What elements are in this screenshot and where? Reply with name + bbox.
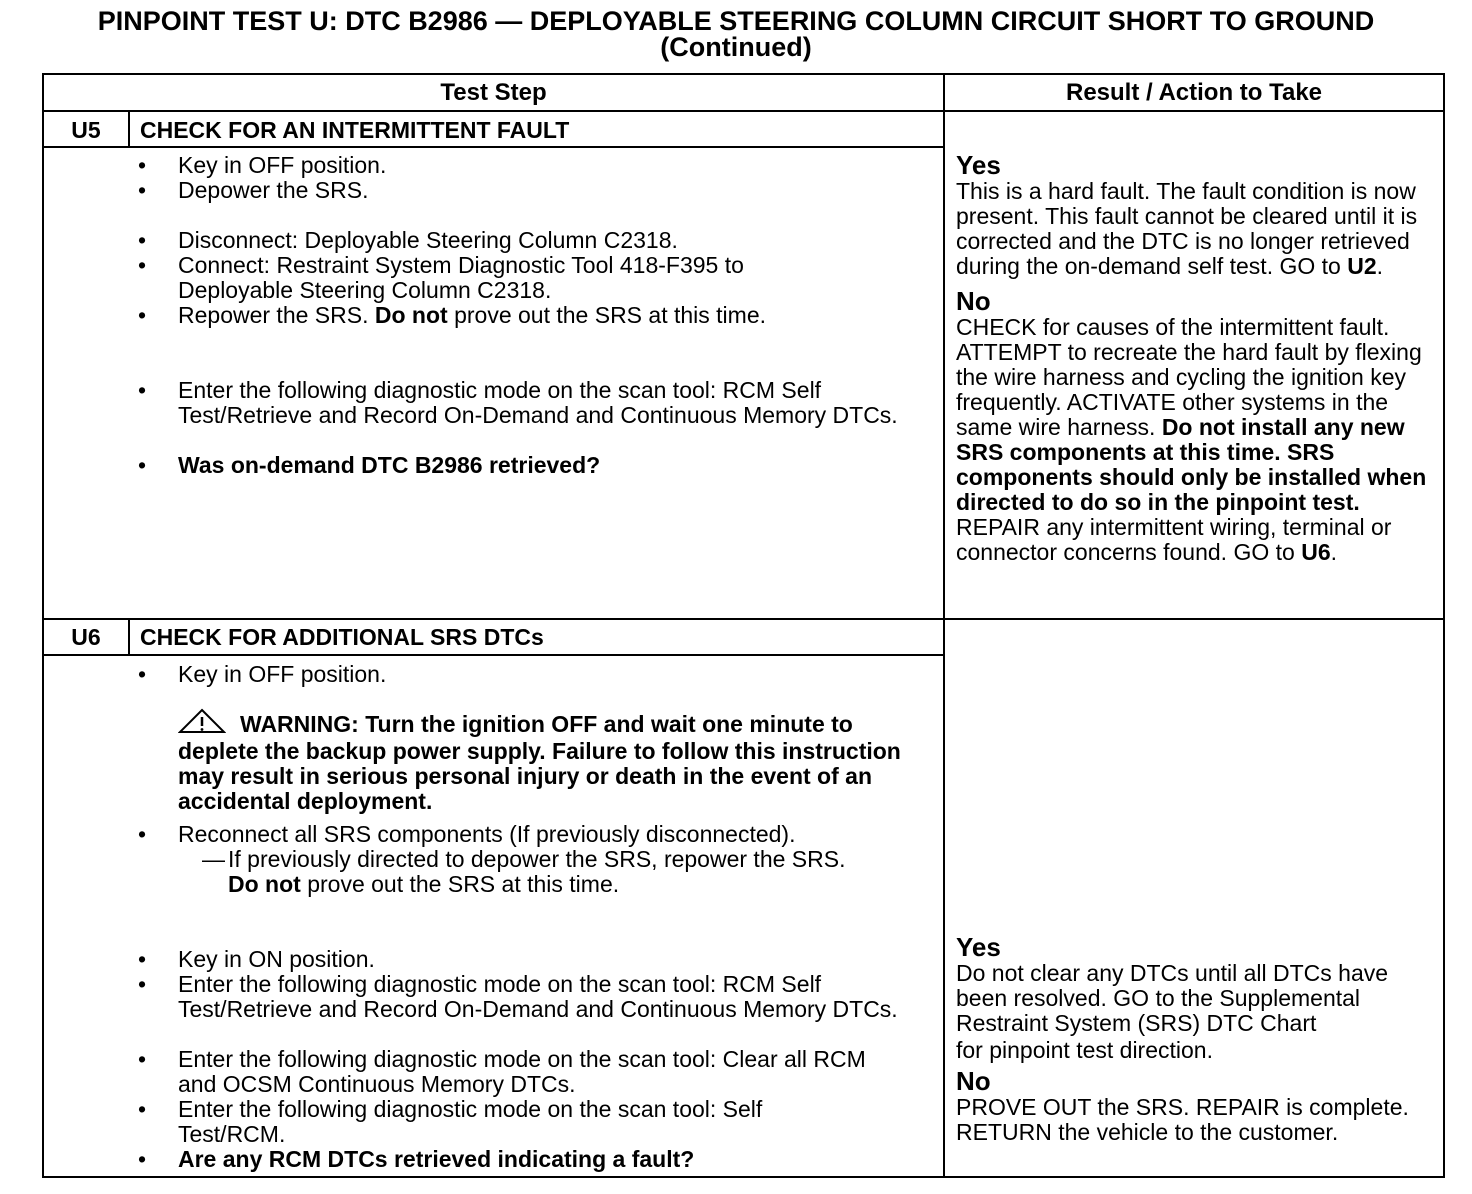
step-title-u5: CHECK FOR AN INTERMITTENT FAULT	[140, 117, 570, 143]
step-text-part: Repower the SRS.	[178, 302, 369, 328]
title-line-2: (Continued)	[660, 32, 812, 62]
warning-triangle-icon	[178, 708, 226, 739]
step-text: Enter the following diagnostic mode on the scan tool: RCM Self Test/Retrieve and Record On-Demand and Continuous Memory DTCs.	[178, 377, 898, 428]
step-text	[178, 303, 908, 328]
warning-block	[178, 708, 918, 814]
bullet: •	[138, 821, 147, 847]
step-id-u6: U6	[71, 624, 101, 650]
sub-step-text	[228, 847, 858, 897]
step-text: Enter the following diagnostic mode on the scan tool: Clear all RCM and OCSM Continuous Memory DTCs.	[178, 1046, 866, 1097]
page-title	[0, 8, 1472, 60]
u6-result	[956, 933, 1442, 1145]
pinpoint-test-table	[42, 73, 1445, 1178]
u6-title-divider	[44, 654, 943, 656]
step-text: Depower the SRS.	[178, 177, 369, 203]
bullet: •	[138, 252, 147, 278]
dash: —	[202, 846, 225, 872]
step-text: Key in OFF position.	[178, 661, 387, 687]
no-heading: No	[956, 286, 991, 316]
warning-text: WARNING: Turn the ignition OFF and wait one minute to deplete the backup power supply. Failure to follow this instruction may result in serious personal injury or death in the event of an accidental deployment.	[178, 711, 901, 814]
no-body-warning: Do not install any new SRS components at this time. SRS components should only be installed when directed to do so in the pinpoint test.	[956, 414, 1427, 515]
bullet: •	[138, 946, 147, 972]
no-text: PROVE OUT the SRS. REPAIR is complete. RETURN the vehicle to the customer.	[956, 1094, 1409, 1145]
header-test-step: Test Step	[440, 79, 547, 106]
step-text: Disconnect: Deployable Steering Column C2318.	[178, 227, 678, 253]
bullet: •	[138, 1146, 147, 1172]
title-line-1: PINPOINT TEST U: DTC B2986 — DEPLOYABLE STEERING COLUMN CIRCUIT SHORT TO GROUND	[97, 6, 1375, 36]
bullet: •	[138, 1046, 147, 1072]
yes-heading: Yes	[956, 150, 1001, 180]
u5-result	[956, 151, 1442, 565]
no-body-a: CHECK for causes of the intermittent fault. ATTEMPT to recreate the hard fault by flexing the wire harness and cycling the ignition key frequently. ACTIVATE other systems in the same wire harness.	[956, 314, 1422, 440]
step-question: Are any RCM DTCs retrieved indicating a fault?	[178, 1146, 695, 1172]
step-text: Reconnect all SRS components (If previously disconnected).	[178, 821, 796, 847]
yes-heading: Yes	[956, 932, 1001, 962]
bullet: •	[138, 661, 147, 687]
u5-title-divider	[44, 146, 943, 148]
yes-body: This is a hard fault. The fault condition is now present. This fault cannot be cleared until it is corrected and the DTC is no longer retrieved during the on-demand self test. GO to	[956, 178, 1418, 279]
step-title-u6: CHECK FOR ADDITIONAL SRS DTCs	[140, 624, 544, 650]
no-body-c: REPAIR any intermittent wiring, terminal or connector concerns found. GO to	[956, 514, 1392, 565]
goto-step: U2	[1347, 253, 1377, 279]
goto-step: U6	[1301, 539, 1331, 565]
step-text-part: prove out the SRS at this time.	[454, 302, 767, 328]
bullet: •	[138, 152, 147, 178]
bullet: •	[138, 971, 147, 997]
bullet: •	[138, 227, 147, 253]
yes-text: Do not clear any DTCs until all DTCs have been resolved. GO to the Supplemental Restraint System (SRS) DTC Chart	[956, 960, 1389, 1036]
bullet: •	[138, 302, 147, 328]
sub-step-part: prove out the SRS at this time.	[307, 871, 620, 897]
sub-step-emphasis: Do not	[228, 871, 301, 897]
yes-text: This is a hard fault. The fault condition is now present. This fault cannot be cleared until it is corrected and the DTC is no longer retrieved during the on-demand self test. GO to U2.	[956, 178, 1418, 279]
no-text: CHECK for causes of the intermittent fault. ATTEMPT to recreate the hard fault by flexing the wire harness and cycling the ignition key frequently. ACTIVATE other systems in the same wire harness. Do not install any new SRS components at this time. SRS components should only be installed when directed to do so in the pinpoint test. REPAIR any intermittent wiring, terminal or connector concerns found. GO to U6.	[956, 314, 1427, 565]
step-id-u5: U5	[71, 117, 101, 143]
step-text-emphasis: Do not	[374, 302, 448, 328]
u5-id-divider	[128, 111, 130, 147]
step-text: Key in OFF position.	[178, 152, 387, 178]
no-heading: No	[956, 1066, 991, 1096]
u6-id-divider	[128, 620, 130, 656]
yes-text-continued: for pinpoint test direction.	[956, 1037, 1213, 1063]
bullet: •	[138, 177, 147, 203]
step-text: Connect: Restraint System Diagnostic Tool 418-F395 to Deployable Steering Column C2318.	[178, 252, 744, 303]
step-text: Key in ON position.	[178, 946, 375, 972]
sub-step-part: If previously directed to depower the SRS, repower the SRS.	[228, 846, 846, 872]
column-divider	[943, 75, 945, 1176]
bullet: •	[138, 1096, 147, 1122]
step-text: Enter the following diagnostic mode on the scan tool: RCM Self Test/Retrieve and Record On-Demand and Continuous Memory DTCs.	[178, 971, 898, 1022]
header-result: Result / Action to Take	[1065, 79, 1323, 106]
step-question: Was on-demand DTC B2986 retrieved?	[178, 452, 601, 478]
bullet: •	[138, 377, 147, 403]
bullet: •	[138, 452, 147, 478]
step-text: Enter the following diagnostic mode on the scan tool: Self Test/RCM.	[178, 1096, 763, 1147]
u5-u6-divider	[44, 618, 1443, 620]
